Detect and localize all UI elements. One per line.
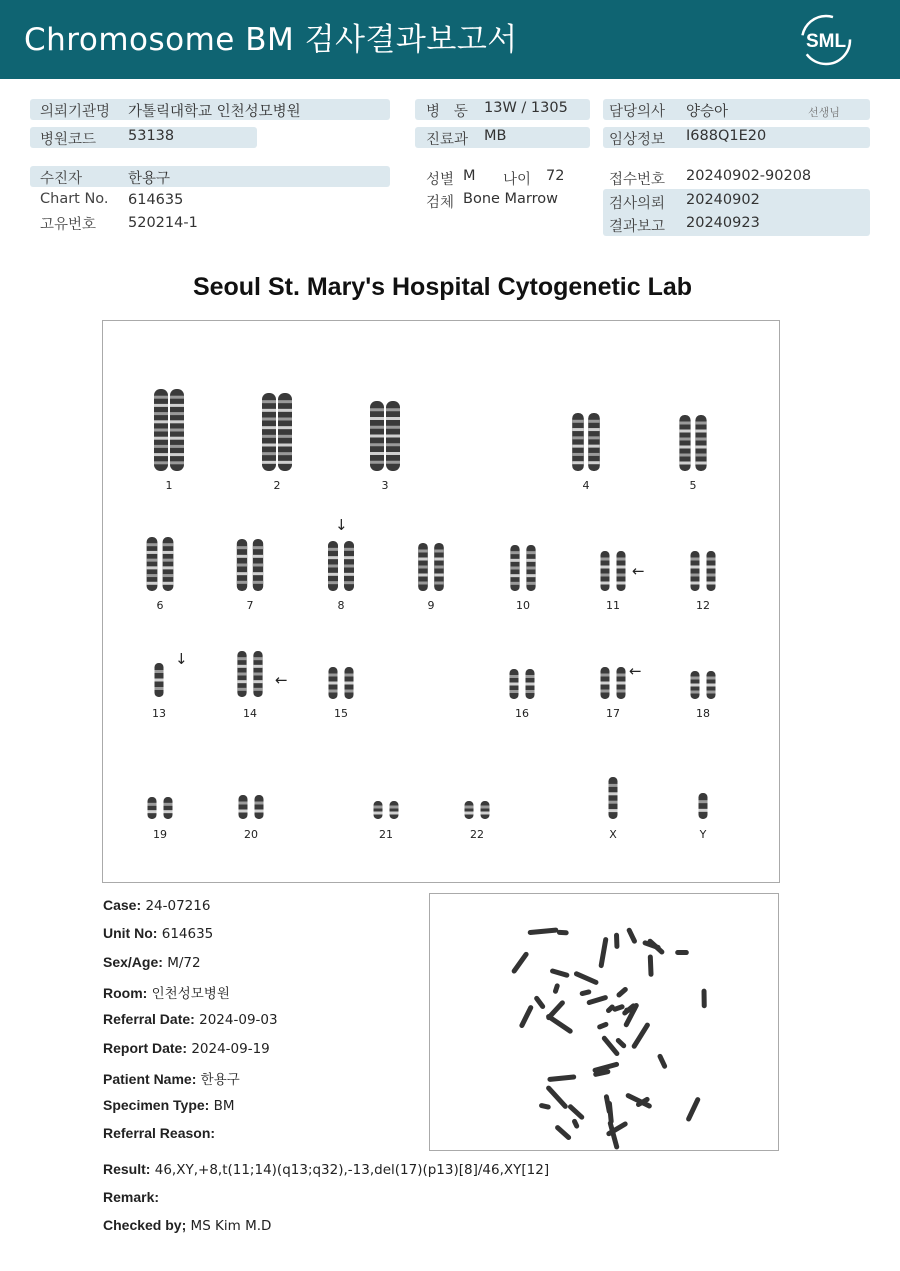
chromosome-pair	[155, 663, 164, 697]
hospital-code-label: 병원코드	[40, 132, 97, 148]
chromosome-label: 7	[246, 599, 254, 612]
sex-age: M/72	[167, 955, 201, 971]
patient-label: 수진자	[40, 171, 83, 187]
chromosome-label: 1	[165, 479, 173, 492]
metaphase-chromosome	[533, 995, 546, 1010]
hospital-code: 53138	[128, 128, 175, 144]
metaphase-chromosome	[557, 930, 569, 936]
sml-logo	[798, 12, 854, 68]
room-row: Room: 인천성모병원	[103, 985, 230, 1002]
chromosome-label: 19	[153, 828, 167, 841]
chromosome-pair	[148, 797, 173, 819]
chromosome-pair	[328, 541, 354, 591]
chromosome-label: 6	[156, 599, 164, 612]
chromosome-pair	[329, 667, 354, 699]
metaphase-chromosome	[519, 1004, 535, 1029]
chromosome-label: 21	[379, 828, 393, 841]
chromosome-pair	[465, 801, 490, 819]
report-date-value: 2024-09-19	[191, 1041, 270, 1057]
case-row: Case: 24-07216	[103, 897, 211, 914]
chromosome-label: 17	[606, 707, 620, 720]
patient-name: 한용구	[128, 171, 171, 187]
chromosome-pair	[147, 537, 174, 591]
metaphase-chromosome	[598, 937, 608, 969]
receipt-no: 20240902-90208	[686, 168, 812, 184]
chromosome-pair	[691, 671, 716, 699]
metaphase-chromosome	[624, 1007, 636, 1012]
chart-no: 614635	[128, 192, 184, 208]
arrow-down-icon: ↓	[335, 516, 348, 534]
metaphase-chromosome	[685, 1096, 701, 1122]
clinical-label: 임상정보	[609, 132, 666, 148]
chromosome-pair	[601, 551, 626, 591]
chromosome-label: 18	[696, 707, 710, 720]
chromosome-pair	[510, 545, 535, 591]
referral-date: 2024-09-03	[199, 1012, 278, 1028]
metaphase-chromosome	[539, 1103, 552, 1110]
chromosome-label: Y	[699, 828, 707, 841]
chromosome-label: 11	[606, 599, 620, 612]
lab-title: Seoul St. Mary's Hospital Cytogenetic Lab	[192, 273, 693, 301]
metaphase-chromosome	[571, 1118, 580, 1129]
dept: MB	[484, 128, 507, 144]
report-header	[0, 0, 900, 79]
chromosome-pair	[572, 413, 600, 471]
age: 72	[546, 168, 565, 184]
unit-row: Unit No: 614635	[103, 925, 214, 942]
patient-name-row: Patient Name: 한용구	[103, 1071, 240, 1088]
metaphase-chromosome	[657, 1053, 668, 1070]
arrow-down-icon: ↓	[175, 650, 188, 668]
report-label: 결과보고	[609, 219, 666, 235]
chromosome-pair	[237, 651, 262, 697]
specimen-row: Specimen Type: BM	[103, 1097, 235, 1114]
chromosome-label: 22	[470, 828, 484, 841]
metaphase-chromosome	[511, 951, 530, 975]
metaphase-chromosome	[601, 1035, 621, 1057]
chromosome-pair	[510, 669, 535, 699]
doctor-suffix: 선생님	[808, 106, 840, 119]
chromosome-pair	[609, 777, 618, 819]
metaphase-chromosome	[615, 986, 628, 999]
patient-name-value: 한용구	[200, 1072, 240, 1088]
chromosome-pair	[601, 667, 626, 699]
chromosome-pair	[691, 551, 716, 591]
checked-by: MS Kim M.D	[190, 1218, 272, 1234]
chromosome-pair	[239, 795, 264, 819]
metaphase-chromosome	[626, 927, 638, 945]
chromosome-pair	[237, 539, 263, 591]
metaphase-chromosome	[547, 1074, 576, 1082]
metaphase-chromosome	[545, 999, 566, 1021]
metaphase-chromosome	[701, 989, 706, 1009]
metaphase-image	[430, 894, 778, 1150]
specimen: Bone Marrow	[463, 191, 559, 207]
chromosome-pair	[370, 401, 400, 471]
referring-org-label: 의뢰기관명	[40, 104, 111, 120]
unit-number: 614635	[161, 926, 214, 942]
chart-label: Chart No.	[40, 191, 109, 207]
sex: M	[463, 168, 476, 184]
metaphase-chromosome	[615, 1037, 628, 1049]
age-label: 나이	[503, 172, 532, 188]
metaphase-chromosome	[648, 954, 654, 977]
doctor: 양승아	[686, 104, 729, 120]
chromosome-label: X	[609, 828, 617, 841]
metaphase-chromosome	[579, 989, 592, 997]
clinical-info: I688Q1E20	[686, 128, 767, 144]
chromosome-label: 14	[243, 707, 257, 720]
chromosome-pair	[374, 801, 399, 819]
metaphase-chromosome	[549, 968, 570, 978]
karyotype-result: 46,XY,+8,t(11;14)(q13;q32),-13,del(17)(p13)[8]/46,XY[12]	[154, 1162, 550, 1178]
dept-label: 진료과	[426, 132, 469, 148]
chromosome-label: 4	[582, 479, 590, 492]
chromosome-label: 5	[689, 479, 697, 492]
id-no: 520214-1	[128, 215, 198, 231]
report-title: Chromosome BM 검사결과보고서	[24, 22, 518, 58]
sex-label: 성별	[426, 172, 455, 188]
request-date: 20240902	[686, 192, 760, 208]
chromosome-pair	[262, 393, 292, 471]
chromosome-label: 16	[515, 707, 529, 720]
metaphase-spread	[429, 893, 779, 1151]
remark-row: Remark:	[103, 1189, 160, 1205]
arrow-left-icon: ←	[629, 662, 642, 680]
chromosome-label: 10	[516, 599, 530, 612]
chromosome-label: 13	[152, 707, 166, 720]
receipt-label: 접수번호	[609, 172, 666, 188]
chromosome-label: 3	[381, 479, 389, 492]
report-date-row: Report Date: 2024-09-19	[103, 1040, 270, 1057]
metaphase-chromosome	[631, 1022, 651, 1050]
specimen-type: BM	[213, 1098, 235, 1114]
logo-text: SML	[805, 31, 847, 52]
sexage-row: Sex/Age: M/72	[103, 954, 201, 971]
karyogram	[102, 320, 780, 883]
metaphase-chromosome	[586, 994, 608, 1005]
ward-label: 병 동	[426, 104, 468, 120]
ward: 13W / 1305	[484, 100, 568, 116]
chromosome-pair	[679, 415, 706, 471]
row-bar	[30, 166, 390, 187]
report-date: 20240923	[686, 215, 760, 231]
specimen-label: 검체	[426, 195, 455, 211]
request-label: 검사의뢰	[609, 196, 666, 212]
metaphase-chromosome	[552, 983, 560, 995]
chromosome-label: 12	[696, 599, 710, 612]
id-label: 고유번호	[40, 217, 97, 233]
case-number: 24-07216	[145, 898, 211, 914]
metaphase-chromosome	[573, 971, 599, 986]
chromosome-pair	[699, 793, 708, 819]
chromosome-label: 20	[244, 828, 258, 841]
chromosome-pair	[418, 543, 444, 591]
chromosome-label: 2	[273, 479, 281, 492]
arrow-left-icon: ←	[275, 671, 288, 689]
chromosome-pair	[154, 389, 184, 471]
checked-row: Checked by; MS Kim M.D	[103, 1217, 272, 1234]
referral-date-row: Referral Date: 2024-09-03	[103, 1011, 278, 1028]
metaphase-chromosome	[567, 1103, 585, 1120]
metaphase-chromosome	[675, 950, 689, 955]
reason-row: Referral Reason:	[103, 1125, 216, 1141]
chromosome-label: 15	[334, 707, 348, 720]
metaphase-chromosome	[596, 1021, 609, 1030]
arrow-left-icon: ←	[632, 562, 645, 580]
referring-org: 가톨릭대학교 인천성모병원	[128, 104, 301, 120]
chromosome-label: 9	[427, 599, 435, 612]
room: 인천성모병원	[151, 986, 230, 1002]
chromosome-label: 8	[337, 599, 345, 612]
metaphase-chromosome	[528, 927, 559, 935]
result-row: Result: 46,XY,+8,t(11;14)(q13;q32),-13,del(17)(p13)[8]/46,XY[12]	[103, 1161, 550, 1178]
metaphase-chromosome	[614, 933, 620, 949]
metaphase-chromosome	[554, 1124, 572, 1141]
doctor-label: 담당의사	[609, 104, 666, 120]
